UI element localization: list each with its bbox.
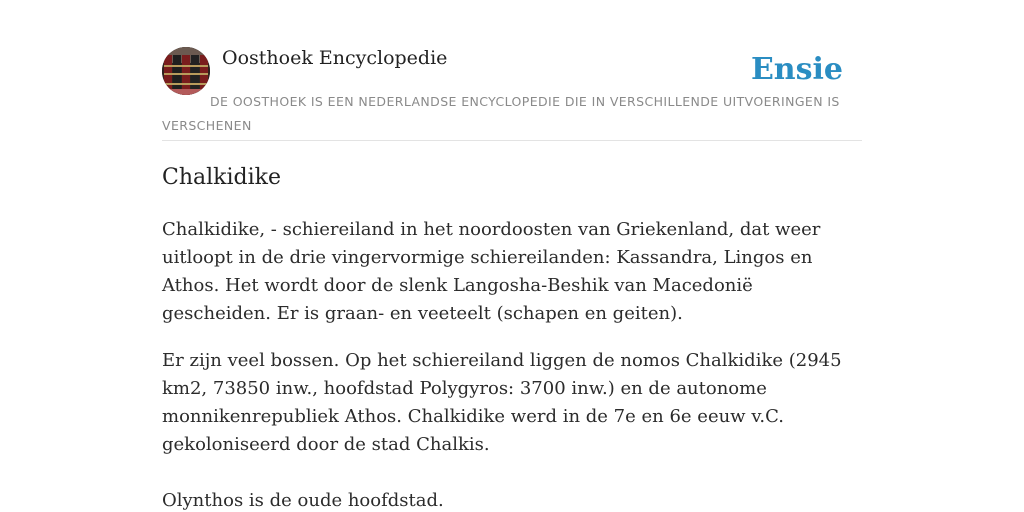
brand-logo[interactable]: Ensie [750,52,843,87]
article-title: Chalkidike [162,165,281,190]
article-paragraph: Olynthos is de oude hoofdstad. [162,490,444,511]
article [162,160,862,512]
book-spines-icon [162,47,210,95]
site-name[interactable]: Oosthoek Encyclopedie [222,47,448,69]
site-tagline: DE OOSTHOEK IS EEN NEDERLANDSE ENCYCLOPEDIE DIE IN VERSCHILLENDE UITVOERINGEN IS VERSCHENEN [162,94,840,133]
article-paragraph: Chalkidike, - schiereiland in het noordoosten van Griekenland, dat weer uitloopt in de drie vingervormige schiereilanden: Kassandra, Lingos en Athos. Het wordt door de slenk Langosha-Beshik van Macedonië gescheiden. Er is graan- en veeteelt (schapen en geiten). [162,219,821,324]
site-header [162,46,862,141]
avatar[interactable] [162,47,210,95]
article-paragraph: Er zijn veel bossen. Op het schiereiland liggen de nomos Chalkidike (2945 km2, 73850 inw., hoofdstad Polygyros: 3700 inw.) en de autonome monnikenrepubliek Athos. Chalkidike werd in de 7e en 6e eeuw v.C. gekoloniseerd door de stad Chalkis. [162,350,842,455]
